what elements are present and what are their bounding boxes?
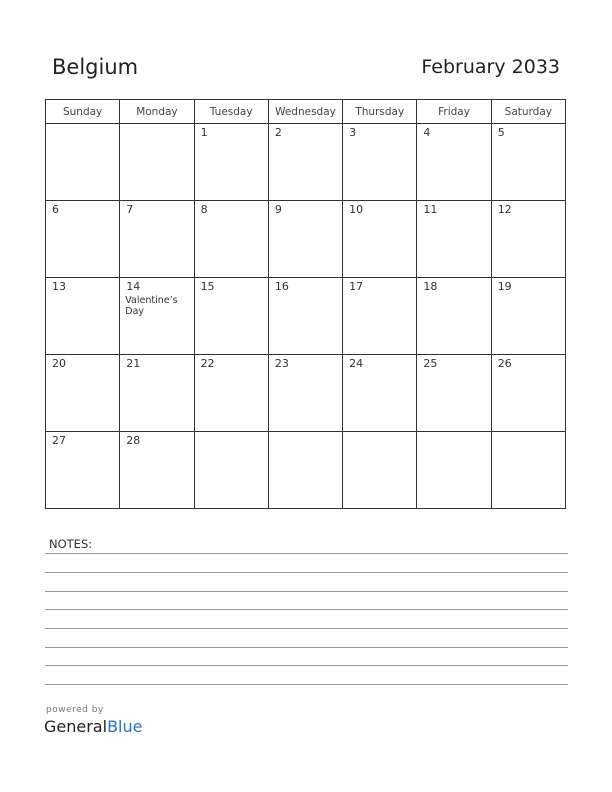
day-number: 20 (52, 357, 66, 370)
generalblue-logo (44, 717, 142, 736)
day-number: 6 (52, 203, 59, 216)
day-number: 25 (423, 357, 438, 370)
day-number: 9 (274, 203, 282, 216)
day-number: 10 (349, 203, 364, 216)
month-title: February 2033 (421, 56, 560, 78)
day-number: 5 (497, 126, 505, 139)
day-cell (417, 201, 491, 278)
day-number: 13 (52, 280, 66, 293)
day-cell (194, 201, 268, 278)
week-row (46, 355, 566, 432)
week-row (46, 201, 566, 278)
day-number: 15 (200, 280, 215, 293)
day-cell (268, 278, 342, 355)
day-number: 22 (200, 357, 215, 370)
day-number: 3 (349, 126, 357, 139)
day-number (269, 432, 342, 435)
day-number: 28 (126, 434, 141, 447)
day-cell (120, 432, 194, 509)
day-number (492, 432, 565, 435)
day-cell (194, 355, 268, 432)
day-number: 16 (274, 280, 289, 293)
day-cell (343, 124, 417, 201)
holiday-label: Valentine’s Day (125, 295, 178, 317)
day-cell (417, 278, 491, 355)
day-cell (268, 124, 342, 201)
day-cell (491, 278, 565, 355)
day-cell (491, 124, 565, 201)
weekday-tuesday: Tuesday (194, 100, 268, 124)
day-number: 8 (200, 203, 208, 216)
weekday-sunday: Sunday (46, 100, 120, 124)
day-cell (120, 124, 194, 201)
weekday-thursday: Thursday (343, 100, 417, 124)
calendar-grid (45, 99, 566, 509)
day-cell (268, 201, 342, 278)
day-number: 24 (349, 357, 364, 370)
day-cell (46, 278, 120, 355)
weekday-saturday: Saturday (491, 100, 565, 124)
day-cell (194, 124, 268, 201)
notes-label: NOTES: (49, 537, 93, 551)
day-cell (46, 201, 120, 278)
day-cell (120, 278, 194, 355)
note-line (45, 665, 568, 666)
day-number: 27 (52, 434, 66, 447)
day-cell (417, 432, 491, 509)
note-line (45, 684, 568, 685)
day-cell (343, 278, 417, 355)
note-line (45, 609, 568, 610)
day-number (120, 124, 193, 127)
day-cell (46, 124, 120, 201)
day-number (195, 432, 268, 435)
day-cell (194, 432, 268, 509)
day-number: 2 (274, 126, 282, 139)
day-number (417, 432, 490, 435)
day-number (343, 432, 416, 435)
day-number: 17 (349, 280, 364, 293)
day-cell (268, 355, 342, 432)
week-row (46, 124, 566, 201)
day-cell (46, 432, 120, 509)
day-cell (343, 432, 417, 509)
day-number: 26 (497, 357, 512, 370)
day-number: 1 (200, 126, 208, 139)
weekday-wednesday: Wednesday (268, 100, 342, 124)
week-row (46, 432, 566, 509)
note-line (45, 553, 568, 554)
day-number: 18 (423, 280, 438, 293)
day-cell (491, 201, 565, 278)
day-cell (120, 201, 194, 278)
weekday-monday: Monday (120, 100, 194, 124)
day-cell (268, 432, 342, 509)
powered-by-text: powered by (46, 705, 104, 715)
day-cell (417, 124, 491, 201)
note-line (45, 628, 568, 629)
day-number (46, 124, 119, 127)
brand-blue: Blue (107, 717, 143, 736)
brand-general: General (44, 717, 108, 736)
day-number: 12 (497, 203, 512, 216)
day-cell (46, 355, 120, 432)
day-number: 7 (126, 203, 134, 216)
note-line (45, 647, 568, 648)
day-cell (343, 355, 417, 432)
week-row (46, 278, 566, 355)
day-cell (491, 432, 565, 509)
day-cell (194, 278, 268, 355)
day-number: 4 (423, 126, 431, 139)
weekday-friday: Friday (417, 100, 491, 124)
day-number: 23 (274, 357, 289, 370)
country-title: Belgium (52, 55, 139, 79)
day-number: 19 (497, 280, 512, 293)
day-number: 21 (126, 357, 141, 370)
day-cell (343, 201, 417, 278)
note-line (45, 572, 568, 573)
day-number: 14 (126, 280, 141, 293)
day-number: 11 (423, 203, 438, 216)
weekday-header-row (46, 100, 566, 124)
day-cell (491, 355, 565, 432)
day-cell (417, 355, 491, 432)
note-line (45, 591, 568, 592)
day-cell (120, 355, 194, 432)
